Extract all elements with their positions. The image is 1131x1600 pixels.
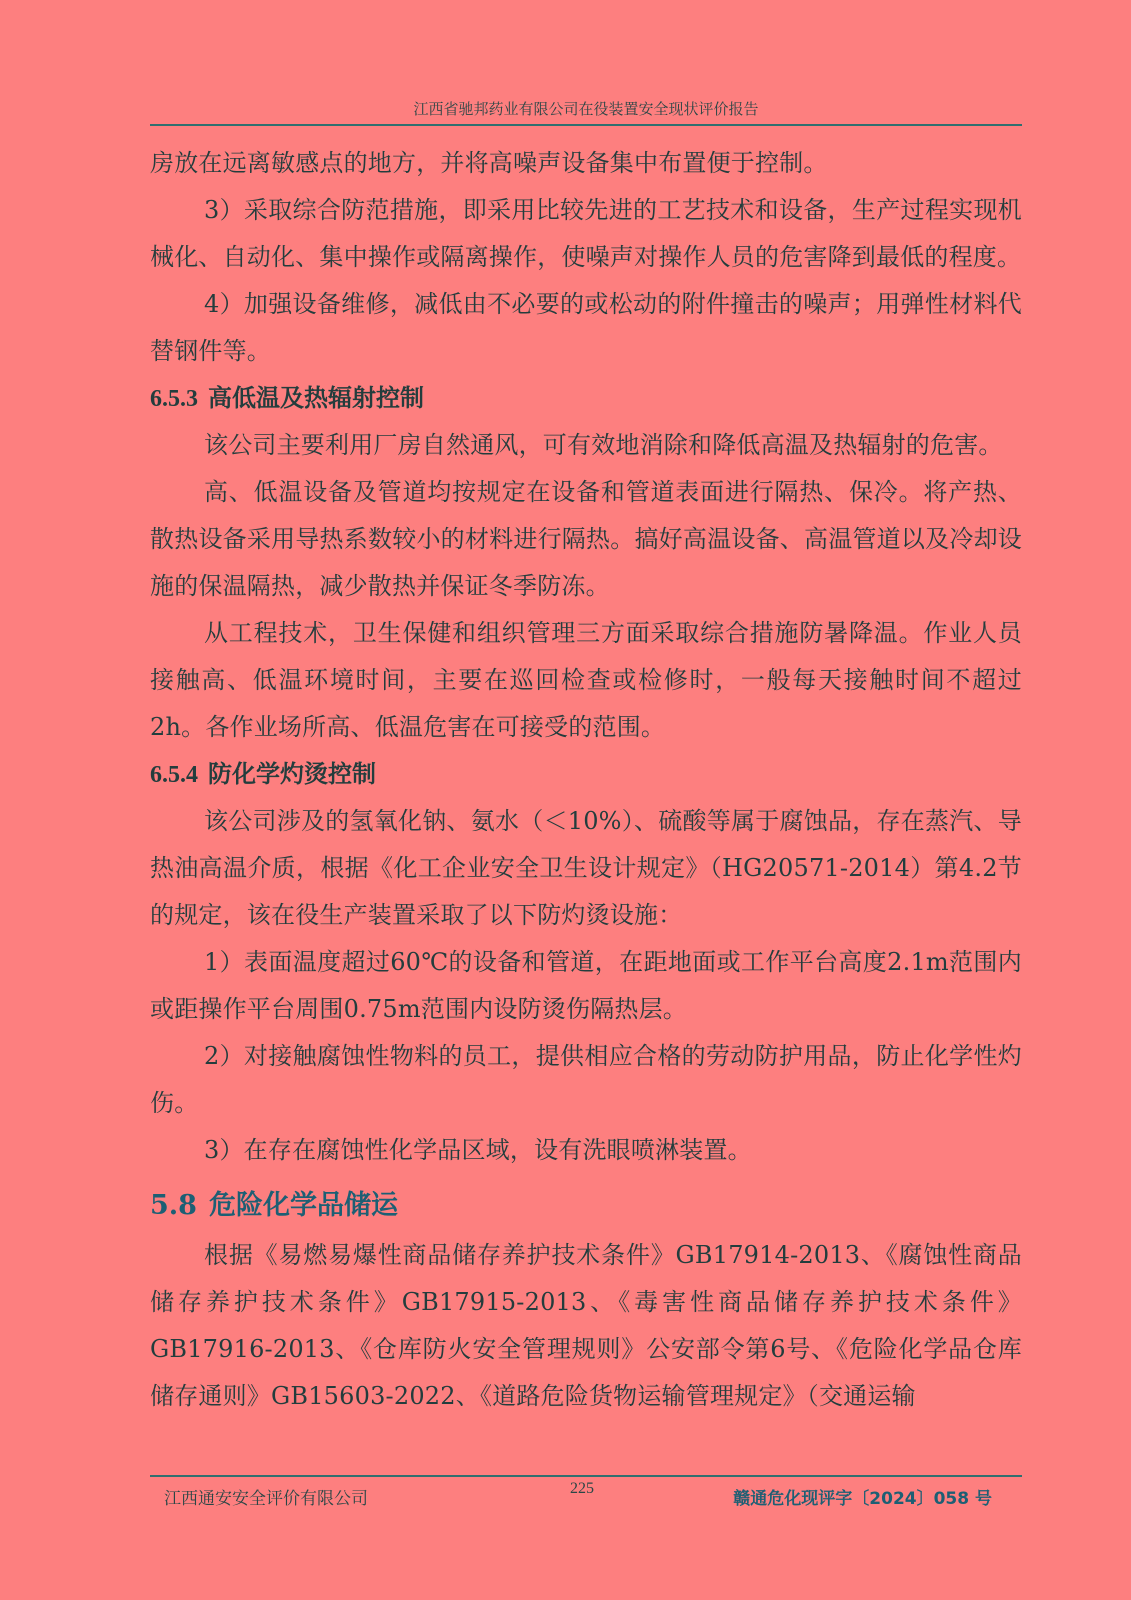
section-title: 危险化学品储运 xyxy=(208,1190,398,1221)
running-header: 江西省驰邦药业有限公司在役装置安全现状评价报告 xyxy=(413,100,759,118)
footer-divider xyxy=(150,1475,1022,1477)
section-number: 6.5.3 xyxy=(150,386,198,412)
paragraph: 2）对接触腐蚀性物料的员工，提供相应合格的劳动防护用品，防止化学性灼伤。 xyxy=(150,1042,1022,1117)
page-body xyxy=(150,140,1022,1420)
paragraph: 从工程技术，卫生保健和组织管理三方面采取综合措施防暑降温。作业人员接触高、低温环境时间，主要在巡回检查或检修时，一般每天接触时间不超过2h。各作业场所高、低温危害在可接受的范围。 xyxy=(150,619,1022,741)
section-title: 高低温及热辐射控制 xyxy=(208,384,424,412)
page-footer xyxy=(150,1480,1022,1510)
paragraph: 1）表面温度超过60℃的设备和管道，在距地面或工作平台高度2.1m范围内或距操作平台周围0.75m范围内设防烫伤隔热层。 xyxy=(150,948,1022,1023)
footer-company: 江西通安安全评价有限公司 xyxy=(164,1489,368,1509)
report-code: 赣通危化现评字〔2024〕058 号 xyxy=(733,1489,992,1509)
paragraph: 3）在存在腐蚀性化学品区域，设有洗眼喷淋装置。 xyxy=(204,1136,752,1164)
paragraph: 该公司涉及的氢氧化钠、氨水（＜10%）、硫酸等属于腐蚀品，存在蒸汽、导热油高温介质，根据《化工企业安全卫生设计规定》（HG20571-2014）第4.2节的规定，该在役生产装置采取了以下防灼烫设施： xyxy=(150,807,1022,929)
section-heading-5-8 xyxy=(150,1182,1022,1230)
paragraph: 房放在远离敏感点的地方，并将高噪声设备集中布置便于控制。 xyxy=(150,149,828,177)
section-heading-6-5-3 xyxy=(150,375,1022,422)
paragraph: 高、低温设备及管道均按规定在设备和管道表面进行隔热、保冷。将产热、散热设备采用导热系数较小的材料进行隔热。搞好高温设备、高温管道以及冷却设施的保温隔热，减少散热并保证冬季防冻。 xyxy=(150,478,1022,600)
section-number: 6.5.4 xyxy=(150,762,198,788)
section-number: 5.8 xyxy=(150,1190,197,1221)
section-heading-6-5-4 xyxy=(150,751,1022,798)
paragraph: 3）采取综合防范措施，即采用比较先进的工艺技术和设备，生产过程实现机械化、自动化、集中操作或隔离操作，使噪声对操作人员的危害降到最低的程度。 xyxy=(150,196,1022,271)
paragraph: 该公司主要利用厂房自然通风，可有效地消除和降低高温及热辐射的危害。 xyxy=(204,431,1003,459)
page-number: 225 xyxy=(570,1480,594,1497)
paragraph: 根据《易燃易爆性商品储存养护技术条件》GB17914-2013、《腐蚀性商品储存养护技术条件》GB17915-2013、《毒害性商品储存养护技术条件》GB17916-2013、《仓库防火安全管理规则》公安部令第6号、《危险化学品仓库储存通则》GB15603-2022、《道路危险货物运输管理规定》（交通运输 xyxy=(150,1241,1022,1410)
section-title: 防化学灼烫控制 xyxy=(208,760,376,788)
paragraph: 4）加强设备维修，减低由不必要的或松动的附件撞击的噪声；用弹性材料代替钢件等。 xyxy=(150,290,1022,365)
header-divider xyxy=(150,124,1022,126)
